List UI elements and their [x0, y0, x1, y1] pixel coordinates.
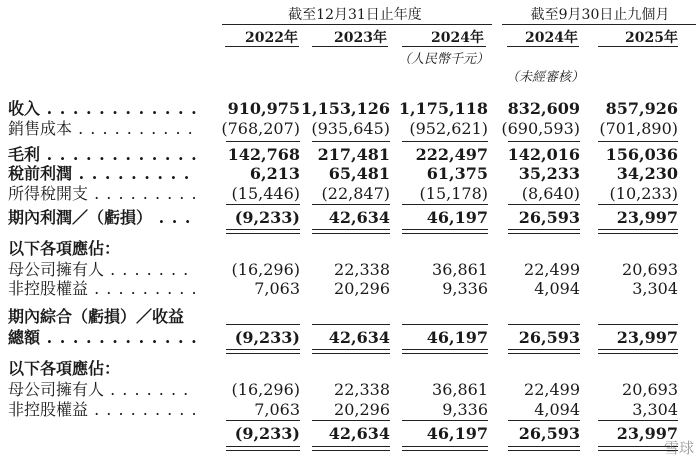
subtotal-rule: [598, 324, 678, 325]
row-value: 156,036: [605, 145, 678, 164]
row-value: (768,207): [221, 119, 300, 138]
row-label: 非控股權益 . . .: [8, 399, 196, 421]
row-value: (935,645): [311, 119, 390, 138]
header-group-annual: 截至12月31日止年度: [288, 7, 422, 23]
row-value: (15,178): [419, 184, 488, 203]
row-label: 總額 . . .: [8, 327, 196, 349]
row-value: 832,609: [507, 99, 580, 118]
row-value: 42,634: [328, 208, 390, 227]
row-value: 20,693: [622, 260, 678, 279]
row-value: (8,640): [521, 184, 580, 203]
row-value: 26,593: [518, 328, 580, 347]
row-label: 銷售成本 . . .: [8, 118, 196, 140]
header-group-interim-rule: [502, 24, 696, 25]
subtotal-rule: [226, 324, 300, 325]
subtotal-rule: [312, 141, 390, 142]
subtotal-rule: [402, 324, 488, 325]
row-value: 22,499: [524, 380, 580, 399]
row-value: 1,153,126: [300, 99, 390, 118]
header-group-annual-rule: [222, 24, 492, 25]
subtotal-rule: [226, 204, 300, 205]
section-heading: 以下各項應佔：: [8, 239, 121, 258]
row-label: 非控股權益 . . .: [8, 278, 196, 300]
row-value: 9,336: [442, 279, 488, 298]
row-value: 46,197: [426, 208, 488, 227]
total-double-rule: [226, 229, 300, 234]
row-value: 34,230: [616, 164, 678, 183]
subtotal-rule: [402, 204, 488, 205]
row-value: 217,481: [317, 145, 390, 164]
row-value: (9,233): [234, 424, 300, 443]
subtotal-rule: [508, 204, 580, 205]
total-double-rule: [598, 349, 678, 354]
row-value: (16,296): [231, 260, 300, 279]
row-value: (15,446): [231, 184, 300, 203]
table-row: [0, 118, 700, 140]
subtotal-rule: [312, 420, 390, 421]
table-row: [0, 423, 700, 445]
row-value: (10,233): [609, 184, 678, 203]
row-label: 收入 . . .: [8, 98, 196, 120]
table-row: [0, 163, 700, 185]
table-row: [0, 207, 700, 229]
row-value: 35,233: [518, 164, 580, 183]
total-double-rule: [508, 349, 580, 354]
row-value: 222,497: [415, 145, 488, 164]
header-group-interim: 截至9月30日止九個月: [530, 7, 670, 23]
row-label: 期內利潤／（虧損） . . .: [8, 207, 196, 229]
row-label: 毛利 . . .: [8, 144, 196, 166]
header-year-2025: 2025年: [625, 30, 678, 46]
year-rule: [312, 46, 388, 47]
year-rule: [598, 46, 678, 47]
row-value: 910,975: [227, 99, 300, 118]
row-value: 20,296: [334, 279, 390, 298]
year-rule: [507, 46, 579, 47]
row-value: 9,336: [442, 400, 488, 419]
row-value: 4,094: [534, 279, 580, 298]
row-value: 23,997: [616, 424, 678, 443]
row-label: 稅前利潤 . . .: [8, 163, 196, 185]
table-row: [0, 399, 700, 421]
table-row: [0, 183, 700, 205]
row-value: 65,481: [328, 164, 390, 183]
row-value: 61,375: [426, 164, 488, 183]
row-value: 1,175,118: [398, 99, 488, 118]
row-value: 7,063: [254, 400, 300, 419]
row-value: 42,634: [328, 424, 390, 443]
subtotal-rule: [312, 324, 390, 325]
row-value: 42,634: [328, 328, 390, 347]
row-value: 3,304: [632, 279, 678, 298]
section-heading: 期內綜合（虧損）／收益: [8, 307, 185, 326]
subtotal-rule: [312, 204, 390, 205]
total-double-rule: [226, 446, 300, 451]
row-label: 母公司擁有人 . . .: [8, 379, 196, 401]
row-value: 4,094: [534, 400, 580, 419]
total-double-rule: [402, 229, 488, 234]
total-double-rule: [402, 349, 488, 354]
row-value: 26,593: [518, 208, 580, 227]
table-row: [0, 278, 700, 300]
subtotal-rule: [226, 141, 300, 142]
row-value: (16,296): [231, 380, 300, 399]
subtotal-rule: [598, 141, 678, 142]
row-value: (22,847): [321, 184, 390, 203]
row-value: 36,861: [432, 260, 488, 279]
row-value: 23,997: [616, 328, 678, 347]
total-double-rule: [312, 229, 390, 234]
table-row: [0, 379, 700, 401]
header-year-2022: 2022年: [245, 30, 298, 46]
header-year-2024: 2024年: [431, 30, 484, 46]
row-value: 22,338: [334, 260, 390, 279]
unit-note: （人民幣千元）: [398, 52, 490, 67]
subtotal-rule: [598, 420, 678, 421]
subtotal-rule: [508, 420, 580, 421]
header-year-2023: 2023年: [334, 30, 387, 46]
total-double-rule: [508, 229, 580, 234]
row-value: 46,197: [426, 424, 488, 443]
row-value: 46,197: [426, 328, 488, 347]
row-value: 3,304: [632, 400, 678, 419]
row-value: 142,016: [507, 145, 580, 164]
row-label: 所得稅開支 . . .: [8, 183, 196, 205]
table-row: [0, 327, 700, 349]
watermark: 雪球: [663, 439, 694, 457]
row-value: (690,593): [501, 119, 580, 138]
subtotal-rule: [402, 141, 488, 142]
row-value: 26,593: [518, 424, 580, 443]
total-double-rule: [508, 446, 580, 451]
total-double-rule: [598, 229, 678, 234]
row-value: (952,621): [409, 119, 488, 138]
section-heading: 以下各項應佔：: [8, 359, 121, 378]
row-value: 22,338: [334, 380, 390, 399]
row-value: (9,233): [234, 328, 300, 347]
row-value: 23,997: [616, 208, 678, 227]
year-rule: [402, 46, 486, 47]
row-value: 20,296: [334, 400, 390, 419]
total-double-rule: [312, 446, 390, 451]
subtotal-rule: [508, 141, 580, 142]
row-value: 857,926: [605, 99, 678, 118]
row-value: 6,213: [249, 164, 300, 183]
total-double-rule: [312, 349, 390, 354]
unaudited-note: （未經審核）: [506, 70, 585, 85]
row-value: 36,861: [432, 380, 488, 399]
row-value: 20,693: [622, 380, 678, 399]
table-row: [0, 98, 700, 120]
row-value: (701,890): [599, 119, 678, 138]
year-rule: [225, 46, 299, 47]
row-value: 22,499: [524, 260, 580, 279]
subtotal-rule: [508, 324, 580, 325]
total-double-rule: [226, 349, 300, 354]
total-double-rule: [402, 446, 488, 451]
row-label: 母公司擁有人 . . .: [8, 259, 196, 281]
header-year-2024-interim: 2024年: [525, 30, 578, 46]
subtotal-rule: [598, 204, 678, 205]
subtotal-rule: [402, 420, 488, 421]
row-value: (9,233): [234, 208, 300, 227]
row-value: 7,063: [254, 279, 300, 298]
subtotal-rule: [226, 420, 300, 421]
row-value: 142,768: [227, 145, 300, 164]
